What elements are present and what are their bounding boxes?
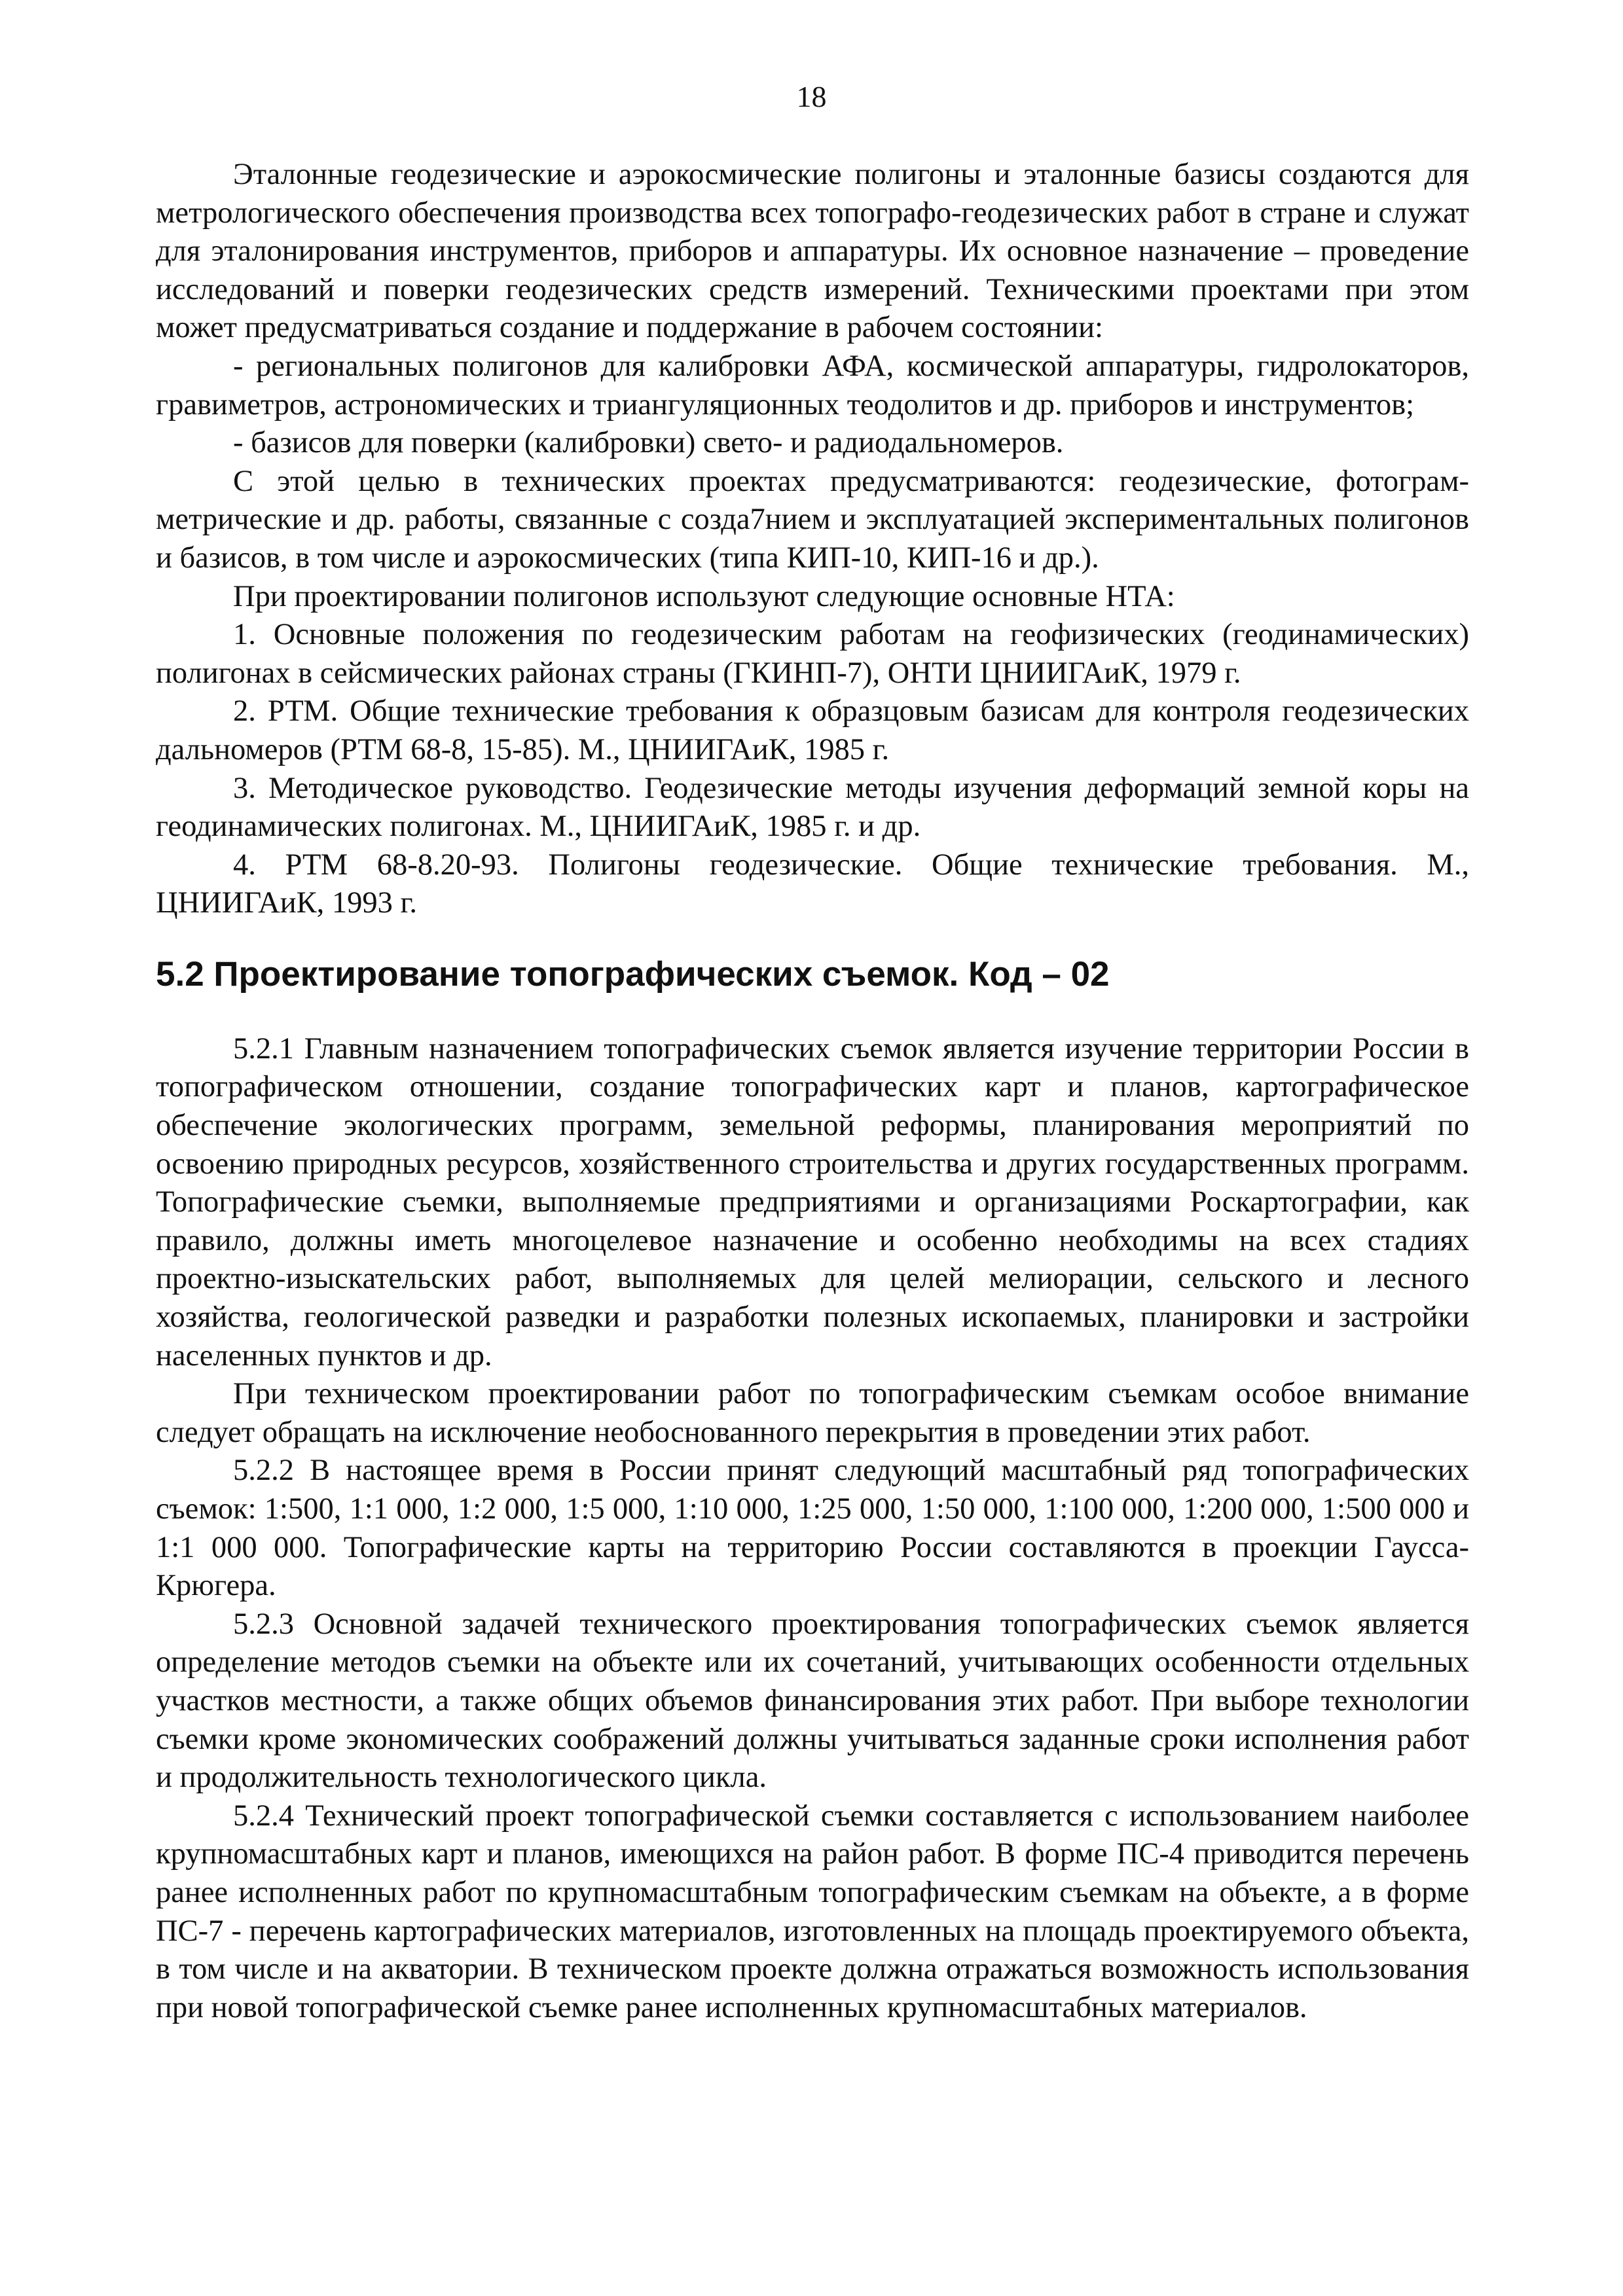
intro-paragraph-1: Эталонные геодезические и аэрокосмические полигоны и эталонные базисы создаются для метрологического обеспечения производства всех топографо-геодезических работ в стране и служат для эталонирования инструментов, приборов и аппаратуры. Их основное назначение – проведение исследований и поверки геодезических средств измерений. Техническими проектами при этом может предусматриваться создание и поддержание в рабочем состоянии: (156, 158, 1469, 345)
page-body (156, 156, 1469, 2027)
intro-list-item-2: - базисов для поверки (калибровки) свето- и радиодальномеров. (233, 426, 1064, 460)
section-paragraph-5-2-2: 5.2.2 В настоящее время в России принят следующий масштабный ряд топографических съемок: 1:500, 1:1 000, 1:2 000, 1:5 000, 1:10 000, 1:25 000, 1:50 000, 1:100 000, 1:200 000, 1:500 000 и 1:1 000 000. Топографические карты на территорию России составляются в проекции Гаусса-Крюгера. (156, 1454, 1469, 1603)
intro-paragraph-3: При проектировании полигонов используют следующие основные НТА: (233, 579, 1175, 613)
intro-paragraph-2: С этой целью в технических проектах предусматриваются: геодезические, фотограмметрические и др. работы, связанные с созда7нием и эксплуатацией экспериментальных полигонов и базисов, в том числе и аэрокосмических (типа КИП-10, КИП-16 и др.). (156, 464, 1469, 575)
nta-item-3: 3. Методическое руководство. Геодезические методы изучения деформаций земной коры на геодинамических полигонах. М., ЦНИИГАиК, 1985 г. и др. (156, 771, 1469, 844)
nta-item-4: 4. РТМ 68-8.20-93. Полигоны геодезические. Общие технические требования. М., ЦНИИГАиК, 1993 г. (156, 848, 1469, 920)
section-paragraph-overlap: При техническом проектировании работ по топографическим съемкам особое внимание следует обращать на исключение необоснованного перекрытия в проведении этих работ. (156, 1377, 1469, 1449)
nta-item-2: 2. РТМ. Общие технические требования к образцовым базисам для контроля геодезических дальномеров (РТМ 68-8, 15-85). М., ЦНИИГАиК, 1985 г. (156, 694, 1469, 766)
nta-item-1: 1. Основные положения по геодезическим работам на геофизических (геодинамических) полигонах в сейсмических районах страны (ГКИНП-7), ОНТИ ЦНИИГАиК, 1979 г. (156, 618, 1469, 690)
section-heading: 5.2 Проектирование топографических съемок. Код – 02 (156, 954, 1110, 994)
section-paragraph-5-2-3: 5.2.3 Основной задачей технического проектирования топографических съемок является определение методов съемки на объекте или их сочетаний, учитывающих особенности отдельных участков местности, а также общих объемов финансирования этих работ. При выборе технологии съемки кроме экономических соображений должны учитываться заданные сроки исполнения работ и продолжительность технологического цикла. (156, 1607, 1469, 1795)
section-paragraph-5-2-1: 5.2.1 Главным назначением топографических съемок является изучение территории России в топографическом отношении, создание топографических карт и планов, картографическое обеспечение экологических программ, земельной реформы, планирования мероприятий по освоению природных ресурсов, хозяйственного строительства и других государственных программ. Топографические съемки, выполняемые предприятиями и организациями Роскартографии, как правило, должны иметь многоцелевое назначение и особенно необходимы на всех стадиях проектно-изыскательских работ, выполняемых для целей мелиорации, сельского и лесного хозяйства, геологической разведки и разработки полезных ископаемых, планировки и застройки населенных пунктов и др. (156, 1031, 1469, 1372)
page-number: 18 (796, 80, 827, 113)
section-paragraph-5-2-4: 5.2.4 Технический проект топографической съемки составляется с использованием наиболее крупномасштабных карт и планов, имеющихся на район работ. В форме ПС-4 приводится перечень ранее исполненных работ по крупномасштабным топографическим съемкам на объекте, а в форме ПС-7 - перечень картографических материалов, изготовленных на площадь проектируемого объекта, в том числе и на акватории. В техническом проекте должна отражаться возможность использования при новой топографической съемке ранее исполненных крупномасштабных материалов. (156, 1799, 1469, 2024)
intro-list-item-1: - региональных полигонов для калибровки АФА, космической аппаратуры, гидролокаторов, гравиметров, астрономических и триангуляционных теодолитов и др. приборов и инструментов; (156, 349, 1469, 422)
